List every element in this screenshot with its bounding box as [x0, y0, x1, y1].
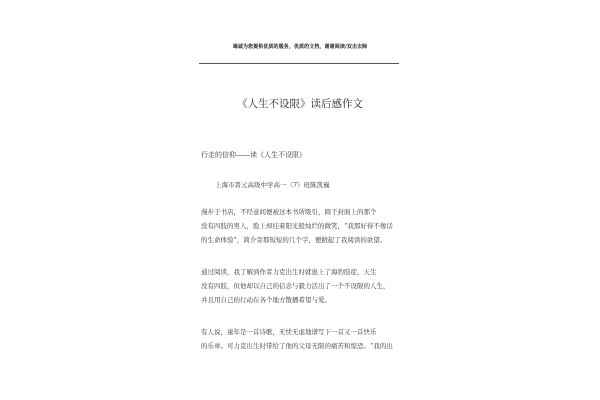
header-note: 竭诚为您提供优质的服务，优质的文档，谢谢阅读/双击去除 — [232, 44, 368, 50]
header-divider — [199, 63, 399, 64]
paragraph-3 — [201, 325, 399, 353]
paragraph-line: 没有四肢的男人，脸上却挂着阳光般灿烂的微笑，“我那好得不像话 — [201, 222, 393, 230]
paragraph-line: 并且用自己的行动在各个地方散播希望与爱。 — [201, 296, 331, 304]
paragraph-line: 没有四肢，但他却以自己的信念与毅力活出了一个不设限的人生， — [201, 282, 390, 290]
paragraph-line: 的生命体验”，简介旁那短短的几个字，便掀起了我阅读的欲望。 — [201, 236, 387, 244]
document-title: 《人生不设限》读后感作文 — [237, 98, 363, 110]
paragraph-1 — [201, 205, 399, 247]
paragraph-2 — [201, 265, 399, 307]
paragraph-line: 的乐章。可力克出生时带给了他的父母无限的痛苦和惊恐。“我的出 — [201, 342, 393, 350]
document-subtitle: 行走的信仰——读《人生不设限》 — [201, 151, 306, 159]
author-line: 上海市晋元高级中学高一（7）班陈凯巍 — [215, 181, 330, 189]
paragraph-line: 通过阅读，我了解到作者力克出生时就患上了海豹肢症，天生 — [201, 268, 377, 276]
paragraph-line: 有人说，童年是一首诗歌，无忧无虑地谱写下一首又一首快乐 — [201, 328, 377, 336]
paragraph-line: 漫步于书店，不经意间便被这本书所吸引，圆于封面上的那个 — [201, 208, 377, 216]
